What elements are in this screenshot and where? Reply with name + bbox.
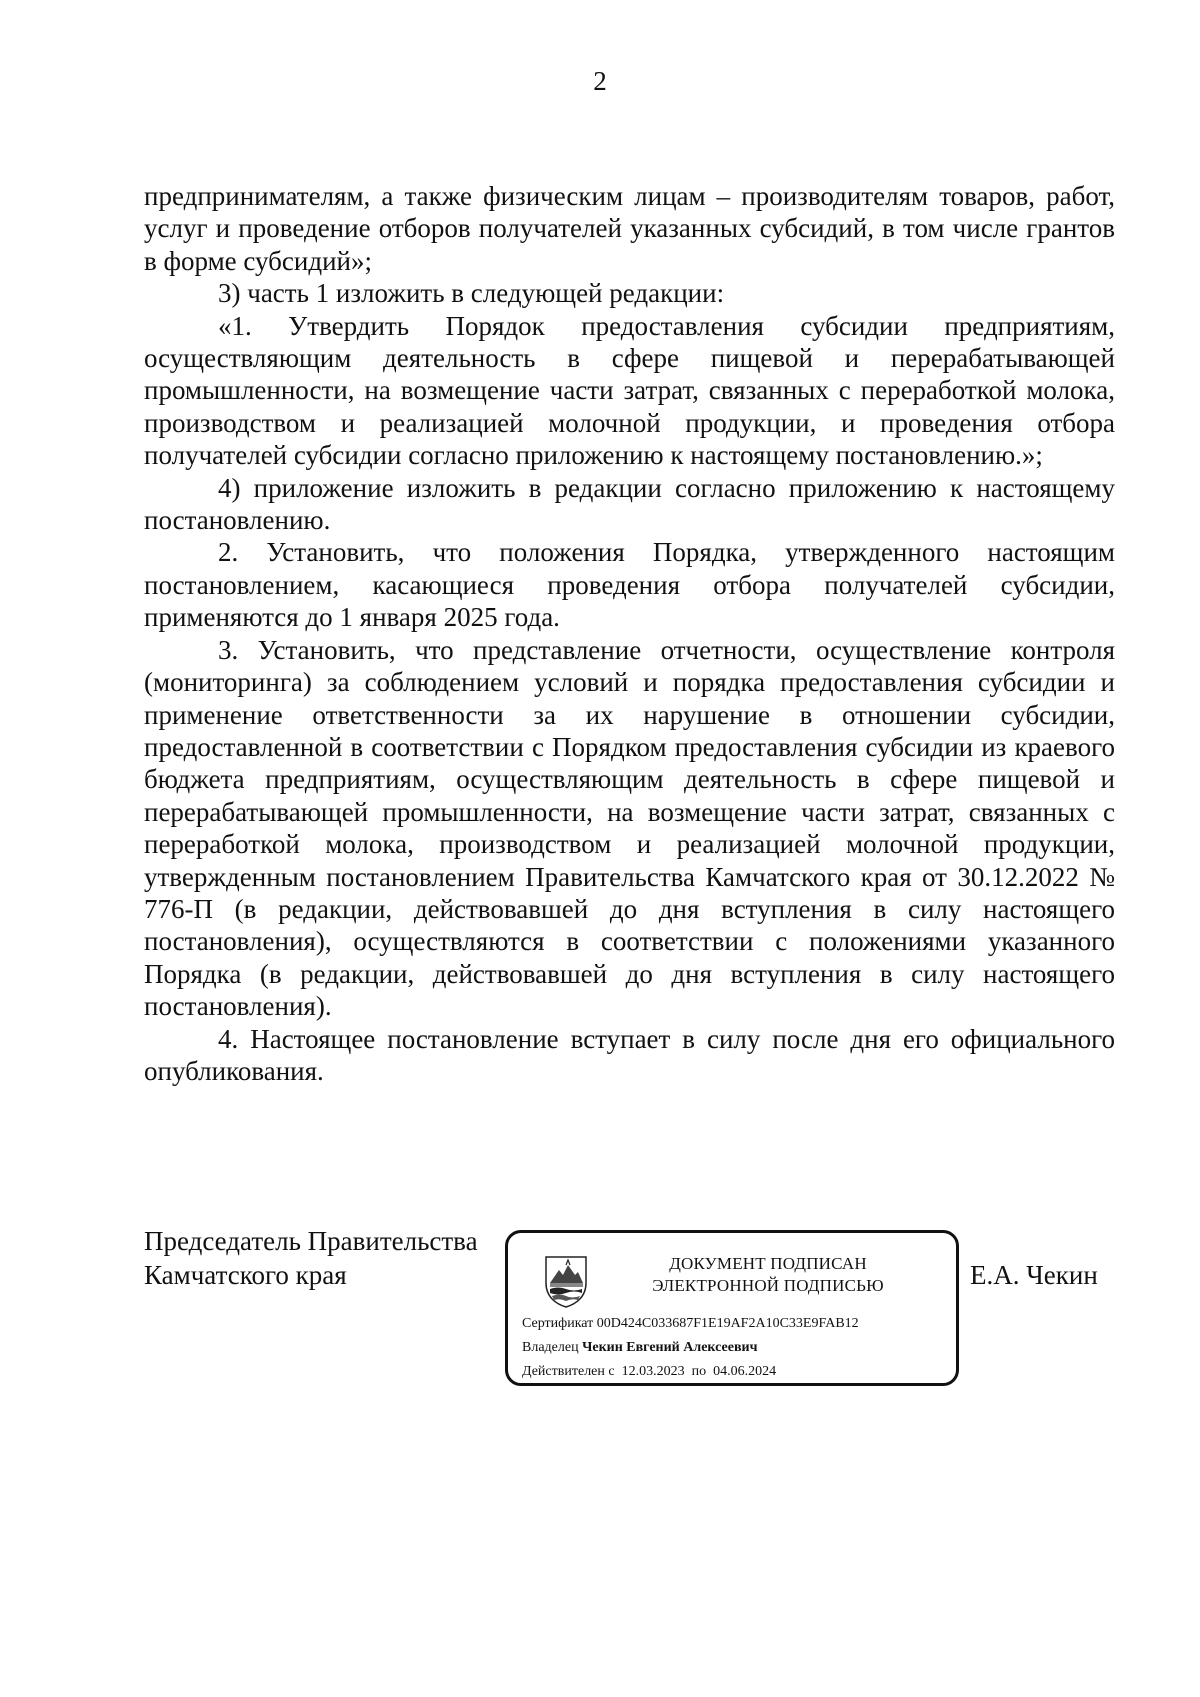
owner-value: Чекин Евгений Алексеевич	[582, 1340, 758, 1355]
valid-to: 04.06.2024	[713, 1364, 777, 1379]
stamp-validity	[522, 1363, 776, 1381]
paragraph-clause-2: 2. Установить, что положения Порядка, утвержденного настоящим постановлением, касающиеся проведения отбора получателей субсидии, применяются до 1 января 2025 года.	[144, 537, 1115, 633]
stamp-heading-line-2: ЭЛЕКТРОННОЙ ПОДПИСЬЮ	[652, 1276, 884, 1295]
certificate-label: Сертификат	[522, 1316, 594, 1331]
valid-from: 12.03.2023	[621, 1364, 685, 1379]
paragraph-item-4: 4) приложение изложить в редакции согласно приложению к настоящему постановлению.	[144, 472, 1115, 536]
stamp-heading	[608, 1253, 928, 1297]
paragraph-quoted-part-1: «1. Утвердить Порядок предоставления субсидии предприятиям, осуществляющим деятельность в сфере пищевой и перерабатывающей промышленности, на возмещение части затрат, связанных с переработкой молока, производством и реализацией молочной продукции, и проведения отбора получателей субсидии согласно приложению к настоящему постановлению.»;	[144, 310, 1115, 471]
signer-name: Е.А. Чекин	[970, 1260, 1098, 1290]
owner-label: Владелец	[522, 1340, 579, 1355]
certificate-value: 00D424C033687F1E19AF2A10C33E9FAB12	[596, 1316, 859, 1331]
document-body	[144, 180, 1115, 1087]
electronic-signature-stamp	[505, 1230, 959, 1386]
stamp-certificate	[522, 1315, 859, 1333]
paragraph-clause-4: 4. Настоящее постановление вступает в силу после дня его официального опубликования.	[144, 1023, 1115, 1086]
signer-position	[144, 1224, 478, 1292]
paragraph-clause-3: 3. Установить, что представление отчетности, осуществление контроля (мониторинга) за соблюдением условий и порядка предоставления субсидии и применение ответственности за их нарушение в отношении субсидии, предоставленной в соответствии с Порядком предоставления субсидии из краевого бюджета предприятиям, осуществляющим деятельность в сфере пищевой и перерабатывающей промышленности, на возмещение части затрат, связанных с переработкой молока, производством и реализацией молочной продукции, утвержденным постановлением Правительства Камчатского края от 30.12.2022 № 776-П (в редакции, действовавшей до дня вступления в силу настоящего постановления), осуществляются в соответствии с положениями указанного Порядка (в редакции, действовавшей до дня вступления в силу настоящего постановления).	[144, 634, 1115, 1022]
signer-position-line-2: Камчатского края	[144, 1260, 347, 1290]
kamchatka-coat-of-arms-icon	[542, 1253, 590, 1309]
paragraph-item-3: 3) часть 1 изложить в следующей редакции:	[218, 278, 725, 309]
stamp-owner	[522, 1339, 757, 1357]
page-number: 2	[593, 66, 607, 96]
signer-position-line-1: Председатель Правительства	[144, 1226, 478, 1256]
stamp-heading-line-1: ДОКУМЕНТ ПОДПИСАН	[669, 1254, 867, 1273]
paragraph-continuation: предпринимателям, а также физическим лицам – производителям товаров, работ, услуг и проведение отборов получателей указанных субсидий, в том числе грантов в форме субсидий»;	[144, 181, 1115, 276]
valid-to-label: по	[691, 1364, 707, 1379]
valid-label: Действителен с	[522, 1364, 615, 1379]
